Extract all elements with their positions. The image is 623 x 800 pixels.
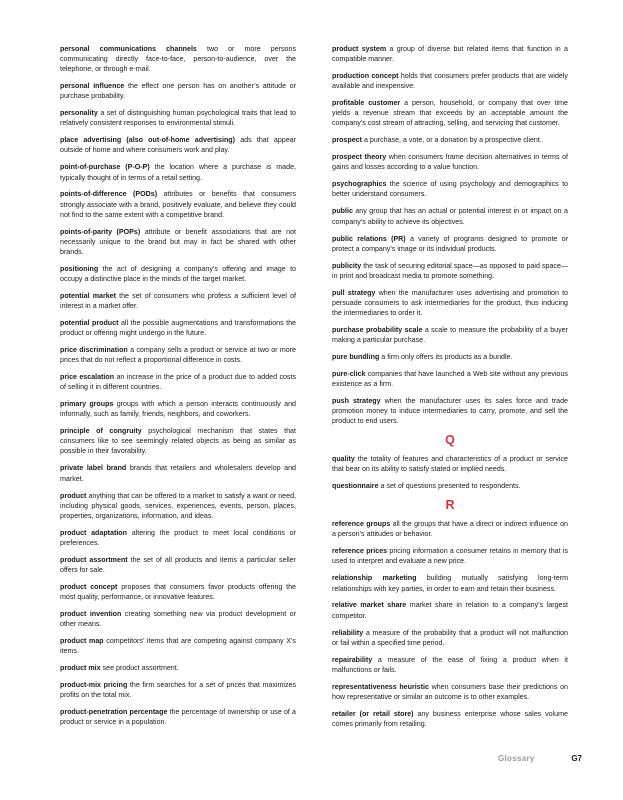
- glossary-entry: [60, 372, 296, 392]
- glossary-entry: [332, 655, 568, 675]
- glossary-term: relationship marketing: [332, 574, 417, 583]
- glossary-entry: [332, 396, 568, 426]
- glossary-entry: [332, 261, 568, 281]
- glossary-term: product concept: [60, 582, 118, 591]
- glossary-definition: all the possible augmentations and transformations the product or offering might undergo in the future.: [60, 318, 296, 338]
- glossary-definition: when consumers frame decision alternatives in terms of gains and losses according to a value function.: [332, 153, 568, 172]
- glossary-entry: [60, 81, 296, 101]
- glossary-term: reliability: [332, 628, 364, 637]
- glossary-term: psychographics: [332, 180, 387, 189]
- glossary-term: potential product: [60, 318, 119, 327]
- glossary-entry: [60, 528, 296, 548]
- glossary-definition: companies that have launched a Web site without any previous existence as a firm.: [332, 369, 568, 389]
- glossary-entry: [60, 609, 296, 629]
- glossary-term: quality: [332, 455, 355, 464]
- glossary-definition: any group that has an actual or potential interest in or impact on a company’s ability to achieve its objectives.: [332, 207, 568, 226]
- glossary-term: representativeness heuristic: [332, 682, 429, 691]
- glossary-definition: a scale to measure the probability of a buyer making a particular purchase.: [332, 325, 568, 344]
- glossary-entry: [332, 325, 568, 345]
- glossary-entry: [60, 345, 296, 365]
- section-letter-q: Q: [445, 433, 455, 448]
- glossary-definition: all the groups that have a direct or indirect influence on a person’s attitudes or behavior.: [332, 520, 568, 539]
- glossary-definition: the percentage of ownership or use of a product or service in a population.: [60, 708, 296, 727]
- glossary-entry: [332, 369, 568, 389]
- glossary-definition: market share in relation to a company’s largest competitor.: [332, 601, 568, 620]
- glossary-entry: [60, 135, 296, 155]
- glossary-definition: building mutually satisfying long-term relationships with key parties, in order to earn and retain their business.: [332, 574, 568, 593]
- glossary-definition: holds that consumers prefer products that are widely available and inexpensive.: [332, 72, 568, 91]
- glossary-entry: [332, 454, 568, 474]
- glossary-entry: [60, 291, 296, 311]
- glossary-entry: [332, 234, 568, 254]
- glossary-term: repairability: [332, 655, 373, 664]
- glossary-definition: attribute or benefit associations that are not necessarily unique to the brand but may in fact be shared with other brands.: [60, 227, 296, 256]
- glossary-entry: [332, 481, 568, 491]
- glossary-entry: [332, 628, 568, 648]
- glossary-term: product-mix pricing: [60, 681, 128, 690]
- glossary-entry: [60, 44, 296, 74]
- glossary-entry: [60, 680, 296, 700]
- glossary-term: public: [332, 207, 353, 216]
- glossary-entry: [332, 519, 568, 539]
- glossary-definition: anything that can be offered to a market to satisfy a want or need, including physical goods, services, experiences, events, person, places, properties, organizations, information, and ideas.: [60, 491, 296, 520]
- glossary-definition: the act of designing a company’s offering and image to occupy a distinctive place in the minds of the target market.: [60, 264, 296, 283]
- glossary-term: price discrimination: [60, 346, 128, 355]
- glossary-definition: creating something new via product development or other means.: [60, 609, 296, 629]
- glossary-definition: a measure of the probability that a product will not malfunction or fail within a specified time period.: [332, 628, 568, 647]
- glossary-definition: a set of distinguishing human psychological traits that lead to relatively consistent responses to environmental stimuli.: [60, 109, 296, 128]
- right-column: [332, 44, 568, 736]
- glossary-entry: [332, 546, 568, 566]
- glossary-entry: [60, 463, 296, 483]
- left-column: [60, 44, 296, 734]
- glossary-definition: any business enterprise whose sales volume comes primarily from retailing.: [332, 709, 568, 728]
- glossary-entry: [60, 636, 296, 656]
- glossary-entry: [60, 707, 296, 727]
- glossary-definition: the location where a purchase is made, typically thought of in terms of a retail setting.: [60, 163, 296, 182]
- glossary-term: purchase probability scale: [332, 325, 423, 334]
- glossary-term: product system: [332, 45, 387, 53]
- glossary-entry: [332, 98, 568, 128]
- glossary-definition: the firm searches for a set of prices that maximizes profits on the total mix.: [60, 681, 296, 700]
- glossary-term: publicity: [332, 261, 362, 270]
- glossary-term: relative market share: [332, 601, 407, 610]
- glossary-term: product mix: [60, 664, 101, 673]
- glossary-entry: [332, 44, 568, 64]
- glossary-definition: a company sells a product or service at two or more prices that do not reflect a proportional difference in costs.: [60, 346, 296, 365]
- glossary-term: place advertising (also out-of-home advertising): [60, 136, 235, 145]
- glossary-term: product adaptation: [60, 528, 127, 537]
- glossary-entry: [60, 318, 296, 338]
- glossary-definition: when the manufacturer uses its sales force and trade promotion money to induce intermediaries to carry, promote, and sell the product to end users.: [332, 397, 568, 426]
- glossary-term: reference prices: [332, 547, 388, 556]
- glossary-term: public relations (PR): [332, 234, 406, 243]
- glossary-definition: pricing information a consumer retains in memory that is used to interpret and evaluate a new price.: [332, 547, 568, 566]
- glossary-term: pure bundling: [332, 352, 380, 361]
- glossary-entry: [332, 288, 568, 318]
- glossary-term: point-of-purchase (P-O-P): [60, 163, 150, 172]
- glossary-definition: when the manufacturer uses advertising and promotion to persuade consumers to ask intermediaries for the product, thus inducing the intermediaries to order it.: [332, 288, 568, 317]
- glossary-definition: attributes or benefits that consumers strongly associate with a brand, positively evaluate, and believe they could not find to the same extent with a competitive brand.: [60, 190, 296, 219]
- glossary-definition: when consumers base their predictions on how representative or similar an outcome is to other examples.: [332, 682, 568, 701]
- right-p-entries: [332, 44, 568, 426]
- glossary-definition: a group of diverse but related items that function in a compatible manner.: [332, 45, 568, 64]
- section-r-entries: [332, 519, 568, 729]
- glossary-definition: a variety of programs designed to promote or protect a company’s image or its individual products.: [332, 234, 568, 253]
- glossary-term: push strategy: [332, 397, 381, 406]
- glossary-definition: competitors’ items that are competing against company X’s items.: [60, 637, 296, 656]
- glossary-entry: [60, 264, 296, 284]
- glossary-entry: [60, 108, 296, 128]
- glossary-definition: the task of securing editorial space—as opposed to paid space—in print and broadcast media to promote something.: [332, 261, 568, 280]
- glossary-term: personal communications channels: [60, 45, 197, 53]
- glossary-entry: [332, 600, 568, 620]
- glossary-entry: [332, 152, 568, 172]
- glossary-definition: a person, household, or company that over time yields a revenue stream that exceeds by an acceptable amount the company’s cost stream of attracting, selling, and servicing that customer.: [332, 99, 568, 128]
- page-footer: [498, 754, 582, 763]
- glossary-entry: [60, 189, 296, 219]
- glossary-definition: the set of all products and items a particular seller offers for sale.: [60, 555, 296, 574]
- section-q-entries: [332, 454, 568, 491]
- glossary-definition: the totality of features and characteristics of a product or service that bear on its ability to satisfy stated or implied needs.: [332, 455, 568, 474]
- glossary-term: pure-click: [332, 369, 366, 378]
- glossary-entry: [60, 227, 296, 257]
- glossary-entry: [60, 426, 296, 456]
- glossary-definition: see product assortment.: [102, 664, 179, 673]
- glossary-definition: a set of questions presented to respondents.: [380, 482, 521, 491]
- page-number: G7: [571, 754, 582, 763]
- glossary-term: personality: [60, 109, 98, 118]
- glossary-term: product: [60, 491, 87, 500]
- glossary-term: prospect theory: [332, 153, 387, 162]
- glossary-entry: [332, 135, 568, 145]
- glossary-term: product map: [60, 637, 104, 646]
- glossary-definition: the effect one person has on another’s attitude or purchase probability.: [60, 82, 296, 101]
- glossary-definition: ads that appear outside of home and where consumers work and play.: [60, 136, 296, 155]
- glossary-term: potential market: [60, 291, 116, 300]
- glossary-definition: two or more persons communicating directly face-to-face, person-to-audience, over the telephone, or through e-mail.: [60, 45, 296, 74]
- section-letter-r: R: [445, 498, 455, 513]
- glossary-term: price escalation: [60, 373, 115, 382]
- glossary-term: retailer (or retail store): [332, 709, 414, 718]
- glossary-definition: groups with which a person interacts continuously and informally, such as family, friends, neighbors, and coworkers.: [60, 400, 296, 419]
- glossary-term: primary groups: [60, 400, 114, 409]
- glossary-entry: [332, 573, 568, 593]
- glossary-entry: [60, 399, 296, 419]
- glossary-term: points-of-difference (PODs): [60, 190, 158, 199]
- glossary-term: points-of-parity (POPs): [60, 227, 141, 236]
- glossary-term: product assortment: [60, 555, 128, 564]
- glossary-term: private label brand: [60, 464, 127, 473]
- glossary-term: prospect: [332, 136, 362, 145]
- glossary-term: production concept: [332, 72, 399, 81]
- glossary-entry: [332, 179, 568, 199]
- glossary-term: reference groups: [332, 520, 391, 529]
- glossary-entry: [332, 709, 568, 729]
- glossary-entry: [60, 491, 296, 521]
- glossary-entry: [332, 682, 568, 702]
- glossary-definition: the science of using psychology and demographics to better understand consumers.: [332, 180, 568, 199]
- glossary-term: product-penetration percentage: [60, 708, 168, 717]
- glossary-entry: [60, 162, 296, 182]
- glossary-term: personal influence: [60, 82, 125, 91]
- glossary-term: pull strategy: [332, 288, 376, 297]
- glossary-definition: a firm only offers its products as a bundle.: [381, 352, 513, 361]
- glossary-term: product invention: [60, 609, 122, 618]
- glossary-definition: a purchase, a vote, or a donation by a prospective client.: [363, 136, 542, 145]
- glossary-definition: psychological mechanism that states that consumers like to see seemingly related objects as being as similar as possible in their favorability.: [60, 427, 296, 456]
- footer-label: Glossary: [498, 754, 535, 763]
- glossary-entry: [60, 582, 296, 602]
- glossary-definition: the set of consumers who profess a sufficient level of interest in a market offer.: [60, 291, 297, 310]
- glossary-entry: [332, 206, 568, 226]
- glossary-definition: brands that retailers and wholesalers develop and market.: [60, 464, 296, 483]
- glossary-entry: [60, 555, 296, 575]
- glossary-entry: [332, 352, 568, 362]
- glossary-definition: an increase in the price of a product due to added costs of selling it in different countries.: [60, 373, 296, 392]
- glossary-term: questionnaire: [332, 482, 379, 491]
- glossary-term: positioning: [60, 264, 99, 273]
- glossary-definition: proposes that consumers favor products offering the most quality, performance, or innovative features.: [60, 582, 296, 601]
- glossary-entry: [60, 663, 296, 673]
- glossary-entry: [332, 71, 568, 91]
- glossary-definition: a measure of the ease of fixing a product when it malfunctions or fails.: [332, 655, 568, 674]
- glossary-definition: altering the product to meet local conditions or preferences.: [60, 528, 296, 547]
- glossary-term: profitable customer: [332, 99, 401, 108]
- glossary-term: principle of congruity: [60, 427, 142, 436]
